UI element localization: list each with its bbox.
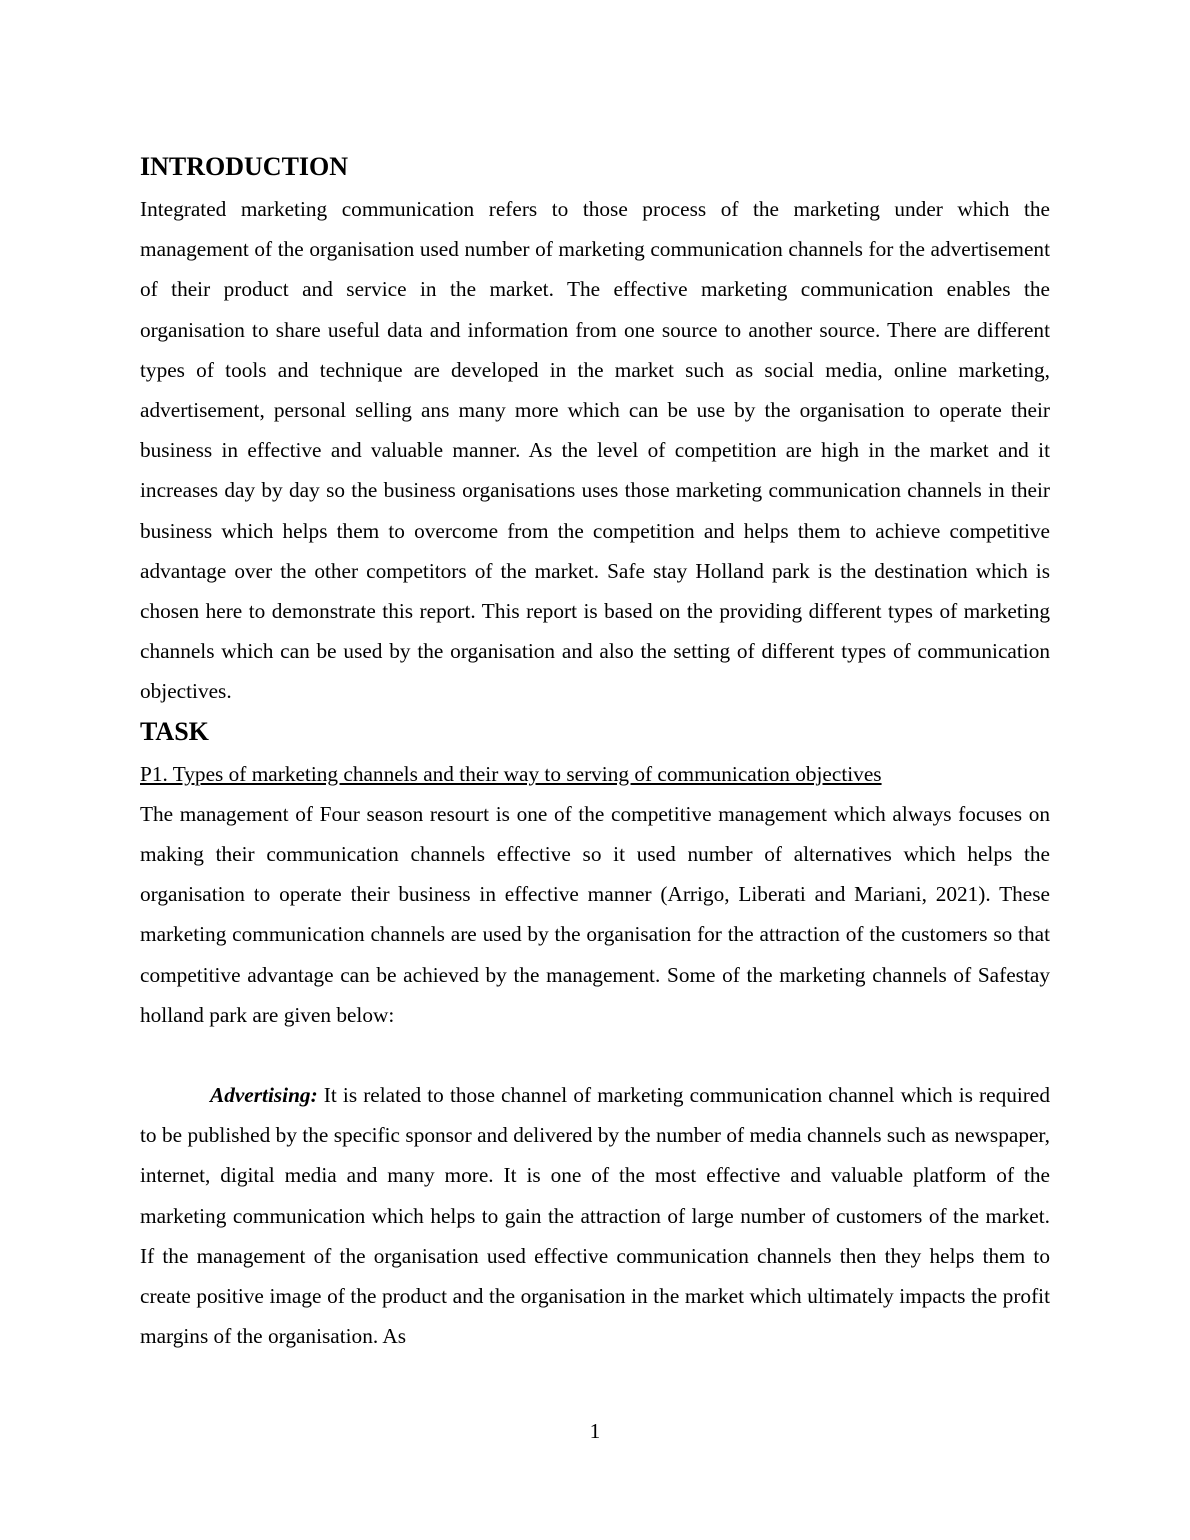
- introduction-paragraph: Integrated marketing communication refers to those process of the marketing under which the management of the organisation used number of marketing communication channels for the advertisement of their product and service in the market. The effective marketing communication enables the organisation to share useful data and information from one source to another source. There are different types of tools and technique are developed in the market such as social media, online marketing, advertisement, personal selling ans many more which can be use by the organisation to operate their business in effective and valuable manner. As the level of competition are high in the market and it increases day by day so the business organisations uses those marketing communication channels in their business which helps them to overcome from the competition and helps them to achieve competitive advantage over the other competitors of the market. Safe stay Holland park is the destination which is chosen here to demonstrate this report. This report is based on the providing different types of marketing channels which can be used by the organisation and also the setting of different types of communication objectives.: [140, 197, 1050, 704]
- advertising-text: It is related to those channel of marketing communication channel which is required to be published by the specific sponsor and delivered by the number of media channels such as newspaper, internet, digital media and many more. It is one of the most effective and valuable platform of the marketing communication which helps to gain the attraction of large number of customers of the market. If the management of the organisation used effective communication channels then they helps them to create positive image of the product and the organisation in the market which ultimately impacts the profit margins of the organisation. As: [140, 1083, 1050, 1349]
- task-paragraph: The management of Four season resourt is one of the competitive management which always focuses on making their communication channels effective so it used number of alternatives which helps the organisation to operate their business in effective manner (Arrigo, Liberati and Mariani, 2021). These marketing communication channels are used by the organisation for the attraction of the customers so that competitive advantage can be achieved by the management. Some of the marketing channels of Safestay holland park are given below:: [140, 801, 1050, 1027]
- paragraph-spacer: [140, 1035, 1050, 1075]
- page-number: 1: [589, 1419, 601, 1443]
- task-heading: TASK: [140, 716, 209, 746]
- advertising-paragraph: [140, 1075, 1050, 1356]
- introduction-heading: INTRODUCTION: [140, 152, 349, 181]
- page-content: [140, 147, 1050, 1356]
- task-subheading: P1. Types of marketing channels and their way to serving of communication objectives: [140, 761, 882, 786]
- advertising-term: Advertising:: [210, 1083, 318, 1108]
